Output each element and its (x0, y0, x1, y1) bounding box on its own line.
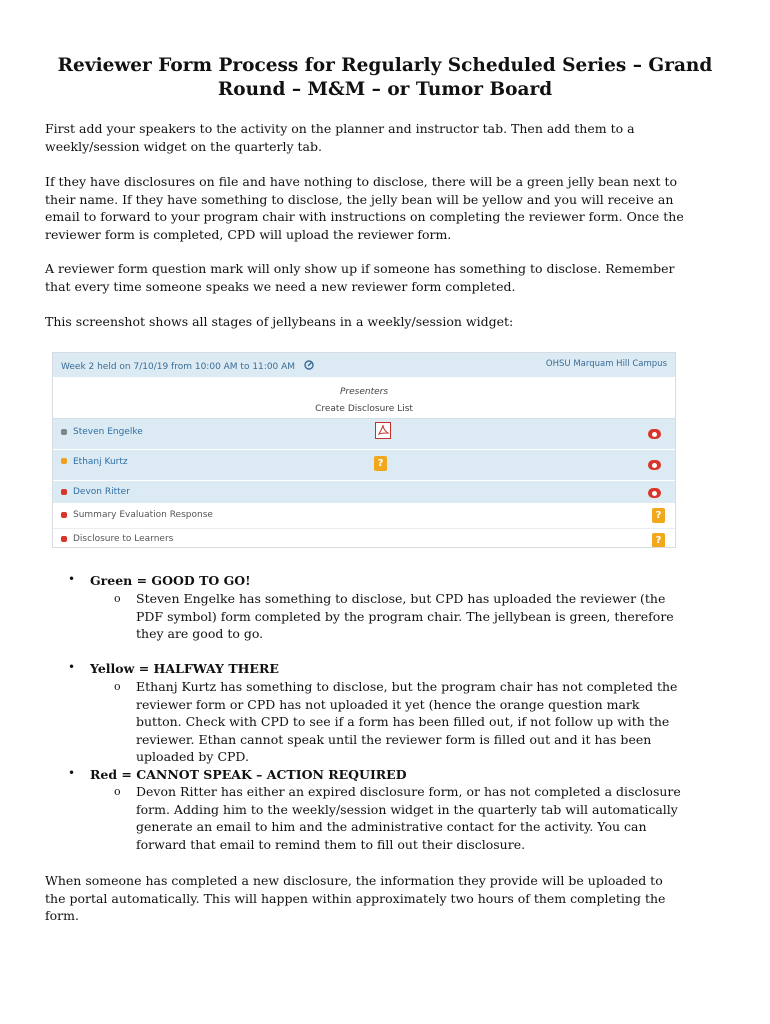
presenters-label: Presenters (339, 387, 389, 397)
row-label[interactable]: Summary Evaluation Response (73, 510, 213, 520)
sub-bullet-marker: o (114, 680, 121, 693)
green-jellybean-icon (61, 429, 67, 435)
summary-evaluation-row (53, 504, 675, 529)
page-title: Reviewer Form Process for Regularly Scheduled Series – Grand Round – M&M – or Tumor Board (57, 55, 713, 100)
yellow-bullet-title: Yellow = HALFWAY THERE (90, 661, 279, 676)
bullet-dot: • (68, 660, 76, 674)
green-bullet-title: Green = GOOD TO GO! (90, 573, 251, 588)
presenter-name-link[interactable]: Steven Engelke (73, 427, 143, 437)
yellow-jellybean-icon (61, 458, 67, 464)
red-jellybean-icon (61, 489, 67, 495)
closing-paragraph: When someone has completed a new disclosure, the information they provide will be uploaded to the portal automatically. This will happen within approximately two hours of them completing the form. (45, 873, 666, 923)
week-label (61, 360, 314, 372)
red-jellybean-icon (61, 536, 67, 542)
intro-paragraph: First add your speakers to the activity on the planner and instructor tab. Then add them to a weekly/session widget on the quarterly tab. (45, 121, 635, 154)
yellow-bullet-text: Ethanj Kurtz has something to disclose, but the program chair has not completed the reviewer form or CPD has not uploaded it yet (hence the orange question mark button. Check with CPD to see if a form has been filled out, if not follow up with the reviewer. Ethan cannot speak until the reviewer form is filled out and it has been uploaded by CPD. (136, 679, 678, 764)
jellybean-paragraph: If they have disclosures on file and have nothing to disclose, there will be a green jelly bean next to their name. If they have something to disclose, the jelly bean will be yellow and you will receive an email to forward to your program chair with instructions on completing the reviewer form. Once the reviewer form is completed, CPD will upload the reviewer form. (45, 174, 684, 242)
reviewer-form-question-button[interactable]: ? (652, 533, 665, 548)
presenter-name-link[interactable]: Ethanj Kurtz (73, 457, 128, 467)
view-icon[interactable] (648, 460, 661, 470)
reviewer-form-question-button[interactable]: ? (652, 508, 665, 523)
widget-header (53, 353, 675, 379)
edit-icon (304, 360, 314, 370)
red-bullet-title: Red = CANNOT SPEAK – ACTION REQUIRED (90, 767, 407, 782)
question-mark-paragraph: A reviewer form question mark will only show up if someone has something to disclose. Remember that every time someone speaks we need a new reviewer form completed. (45, 261, 675, 294)
row-label[interactable]: Disclosure to Learners (73, 534, 174, 544)
presenter-row-ethan (53, 450, 675, 481)
red-bullet-text: Devon Ritter has either an expired disclosure form, or has not completed a disclosure form. Adding him to the weekly/session widget in the quarterly tab will automatically generate an email to him and the administrative contact for the activity. You can forward that email to remind them to fill out their disclosure. (136, 784, 681, 852)
bullet-dot: • (68, 572, 76, 586)
green-bullet-text: Steven Engelke has something to disclose, but CPD has uploaded the reviewer (the PDF symbol) form completed by the program chair. The jellybean is green, therefore they are good to go. (136, 591, 674, 641)
reviewer-form-question-button[interactable]: ? (374, 456, 387, 471)
view-icon[interactable] (648, 488, 661, 498)
widget-screenshot (52, 352, 676, 548)
presenter-row-steven (53, 419, 675, 450)
view-icon[interactable] (648, 429, 661, 439)
pdf-icon[interactable] (375, 422, 391, 439)
presenter-name-link[interactable]: Devon Ritter (73, 487, 130, 497)
bullet-dot: • (68, 766, 76, 780)
red-jellybean-icon (61, 512, 67, 518)
sub-bullet-marker: o (114, 785, 121, 798)
week-label-text: Week 2 held on 7/10/19 from 10:00 AM to 11:00 AM (61, 362, 296, 372)
presenter-row-devon (53, 481, 675, 504)
create-disclosure-list-link[interactable]: Create Disclosure List (53, 401, 675, 419)
campus-label: OHSU Marquam Hill Campus (545, 359, 667, 369)
sub-bullet-marker: o (114, 592, 121, 605)
disclosure-to-learners-row (53, 529, 675, 548)
screenshot-intro-paragraph: This screenshot shows all stages of jellybeans in a weekly/session widget: (45, 314, 514, 329)
